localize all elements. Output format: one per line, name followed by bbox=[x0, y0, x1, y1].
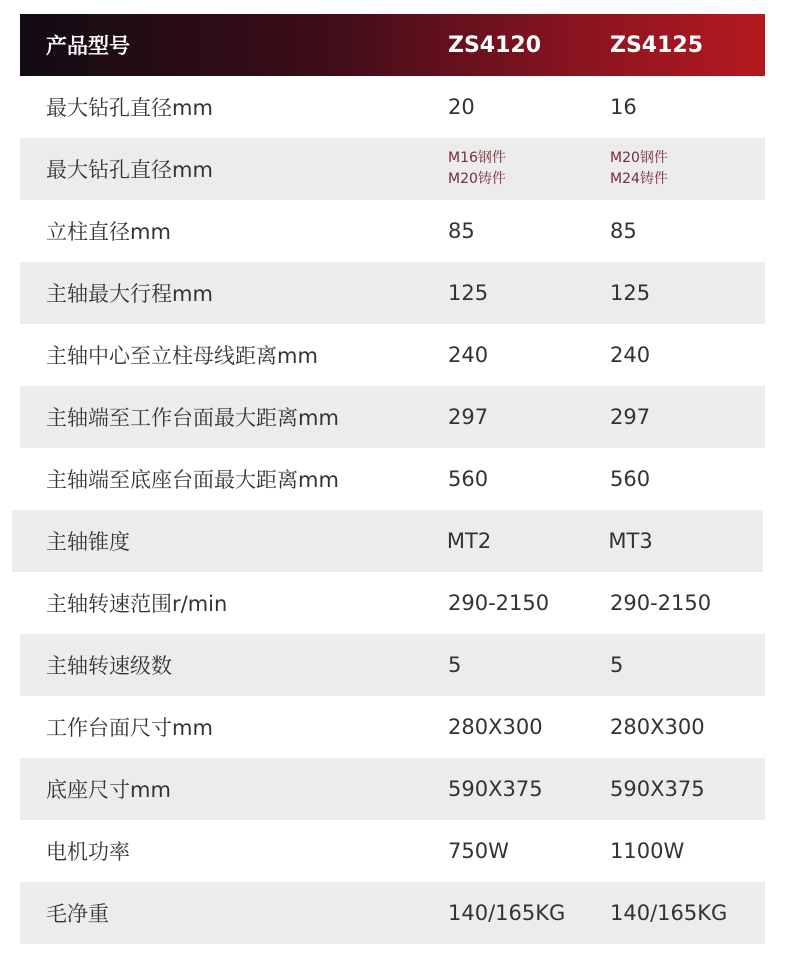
row-value-model-1: 240 bbox=[448, 343, 489, 367]
table-row bbox=[20, 882, 765, 944]
row-label: 主轴端至工作台面最大距离mm bbox=[46, 406, 339, 430]
row-label: 电机功率 bbox=[46, 840, 130, 864]
row-value-model-2: 590X375 bbox=[610, 777, 705, 801]
table-row bbox=[20, 324, 765, 386]
row-value-model-1: 125 bbox=[448, 281, 489, 305]
row-value-model-2: 290-2150 bbox=[610, 591, 712, 615]
row-value-model-2: 240 bbox=[610, 343, 651, 367]
row-value-model-2: MT3 bbox=[608, 529, 653, 553]
row-label: 主轴最大行程mm bbox=[46, 282, 213, 306]
row-value-model-1 bbox=[448, 148, 610, 190]
header-label: 产品型号 bbox=[46, 34, 130, 58]
table-row bbox=[20, 820, 765, 882]
row-label: 立柱直径mm bbox=[46, 220, 171, 244]
table-row bbox=[20, 262, 765, 324]
row-value-line: M24铸件 bbox=[610, 171, 668, 187]
row-value-model-2: 125 bbox=[610, 281, 651, 305]
row-value-model-1: 280X300 bbox=[448, 715, 543, 739]
row-value-model-1: 590X375 bbox=[448, 777, 543, 801]
row-value-line: M20铸件 bbox=[448, 171, 506, 187]
row-value-model-2: 280X300 bbox=[610, 715, 705, 739]
row-value-model-2: 1100W bbox=[610, 839, 685, 863]
row-label: 主轴端至底座台面最大距离mm bbox=[46, 468, 339, 492]
row-value-model-1: MT2 bbox=[446, 529, 492, 553]
row-value-model-1: 85 bbox=[448, 219, 475, 243]
header-model-2: ZS4125 bbox=[610, 32, 704, 58]
table-row bbox=[20, 634, 765, 696]
table-row bbox=[20, 138, 765, 200]
table-row bbox=[12, 510, 763, 572]
table-row bbox=[20, 200, 765, 262]
row-value-model-2: 85 bbox=[610, 219, 637, 243]
row-label: 主轴锥度 bbox=[46, 530, 130, 554]
row-value-line: M16钢件 bbox=[448, 150, 506, 166]
row-value-line: M20钢件 bbox=[610, 150, 668, 166]
row-value-model-2: 297 bbox=[610, 405, 651, 429]
row-label: 主轴中心至立柱母线距离mm bbox=[46, 344, 318, 368]
table-row bbox=[20, 386, 765, 448]
row-value-model-2: 5 bbox=[610, 653, 624, 677]
row-value-model-1: 560 bbox=[448, 467, 489, 491]
row-value-model-1: 140/165KG bbox=[448, 901, 566, 925]
row-label: 主轴转速范围r/min bbox=[46, 592, 228, 616]
row-value-model-2: 560 bbox=[610, 467, 651, 491]
row-value-model-1: 750W bbox=[448, 839, 509, 863]
row-value-model-2 bbox=[610, 148, 765, 190]
table-row bbox=[20, 572, 765, 634]
row-value-model-1: 5 bbox=[448, 653, 462, 677]
table-header bbox=[20, 14, 765, 76]
table-row bbox=[20, 76, 765, 138]
row-value-model-1: 20 bbox=[448, 95, 475, 119]
row-label: 最大钻孔直径mm bbox=[46, 96, 213, 120]
row-value-model-2: 16 bbox=[610, 95, 637, 119]
table-row bbox=[20, 448, 765, 510]
row-label: 工作台面尺寸mm bbox=[46, 716, 213, 740]
row-label: 主轴转速级数 bbox=[46, 654, 172, 678]
row-value-model-2: 140/165KG bbox=[610, 901, 728, 925]
table-row bbox=[20, 758, 765, 820]
row-label: 底座尺寸mm bbox=[46, 778, 171, 802]
row-label: 最大钻孔直径mm bbox=[46, 158, 213, 182]
table-row bbox=[20, 696, 765, 758]
spec-table bbox=[20, 14, 765, 944]
row-value-model-1: 290-2150 bbox=[448, 591, 550, 615]
row-value-model-1: 297 bbox=[448, 405, 489, 429]
row-label: 毛净重 bbox=[46, 902, 109, 926]
header-model-1: ZS4120 bbox=[448, 32, 542, 58]
